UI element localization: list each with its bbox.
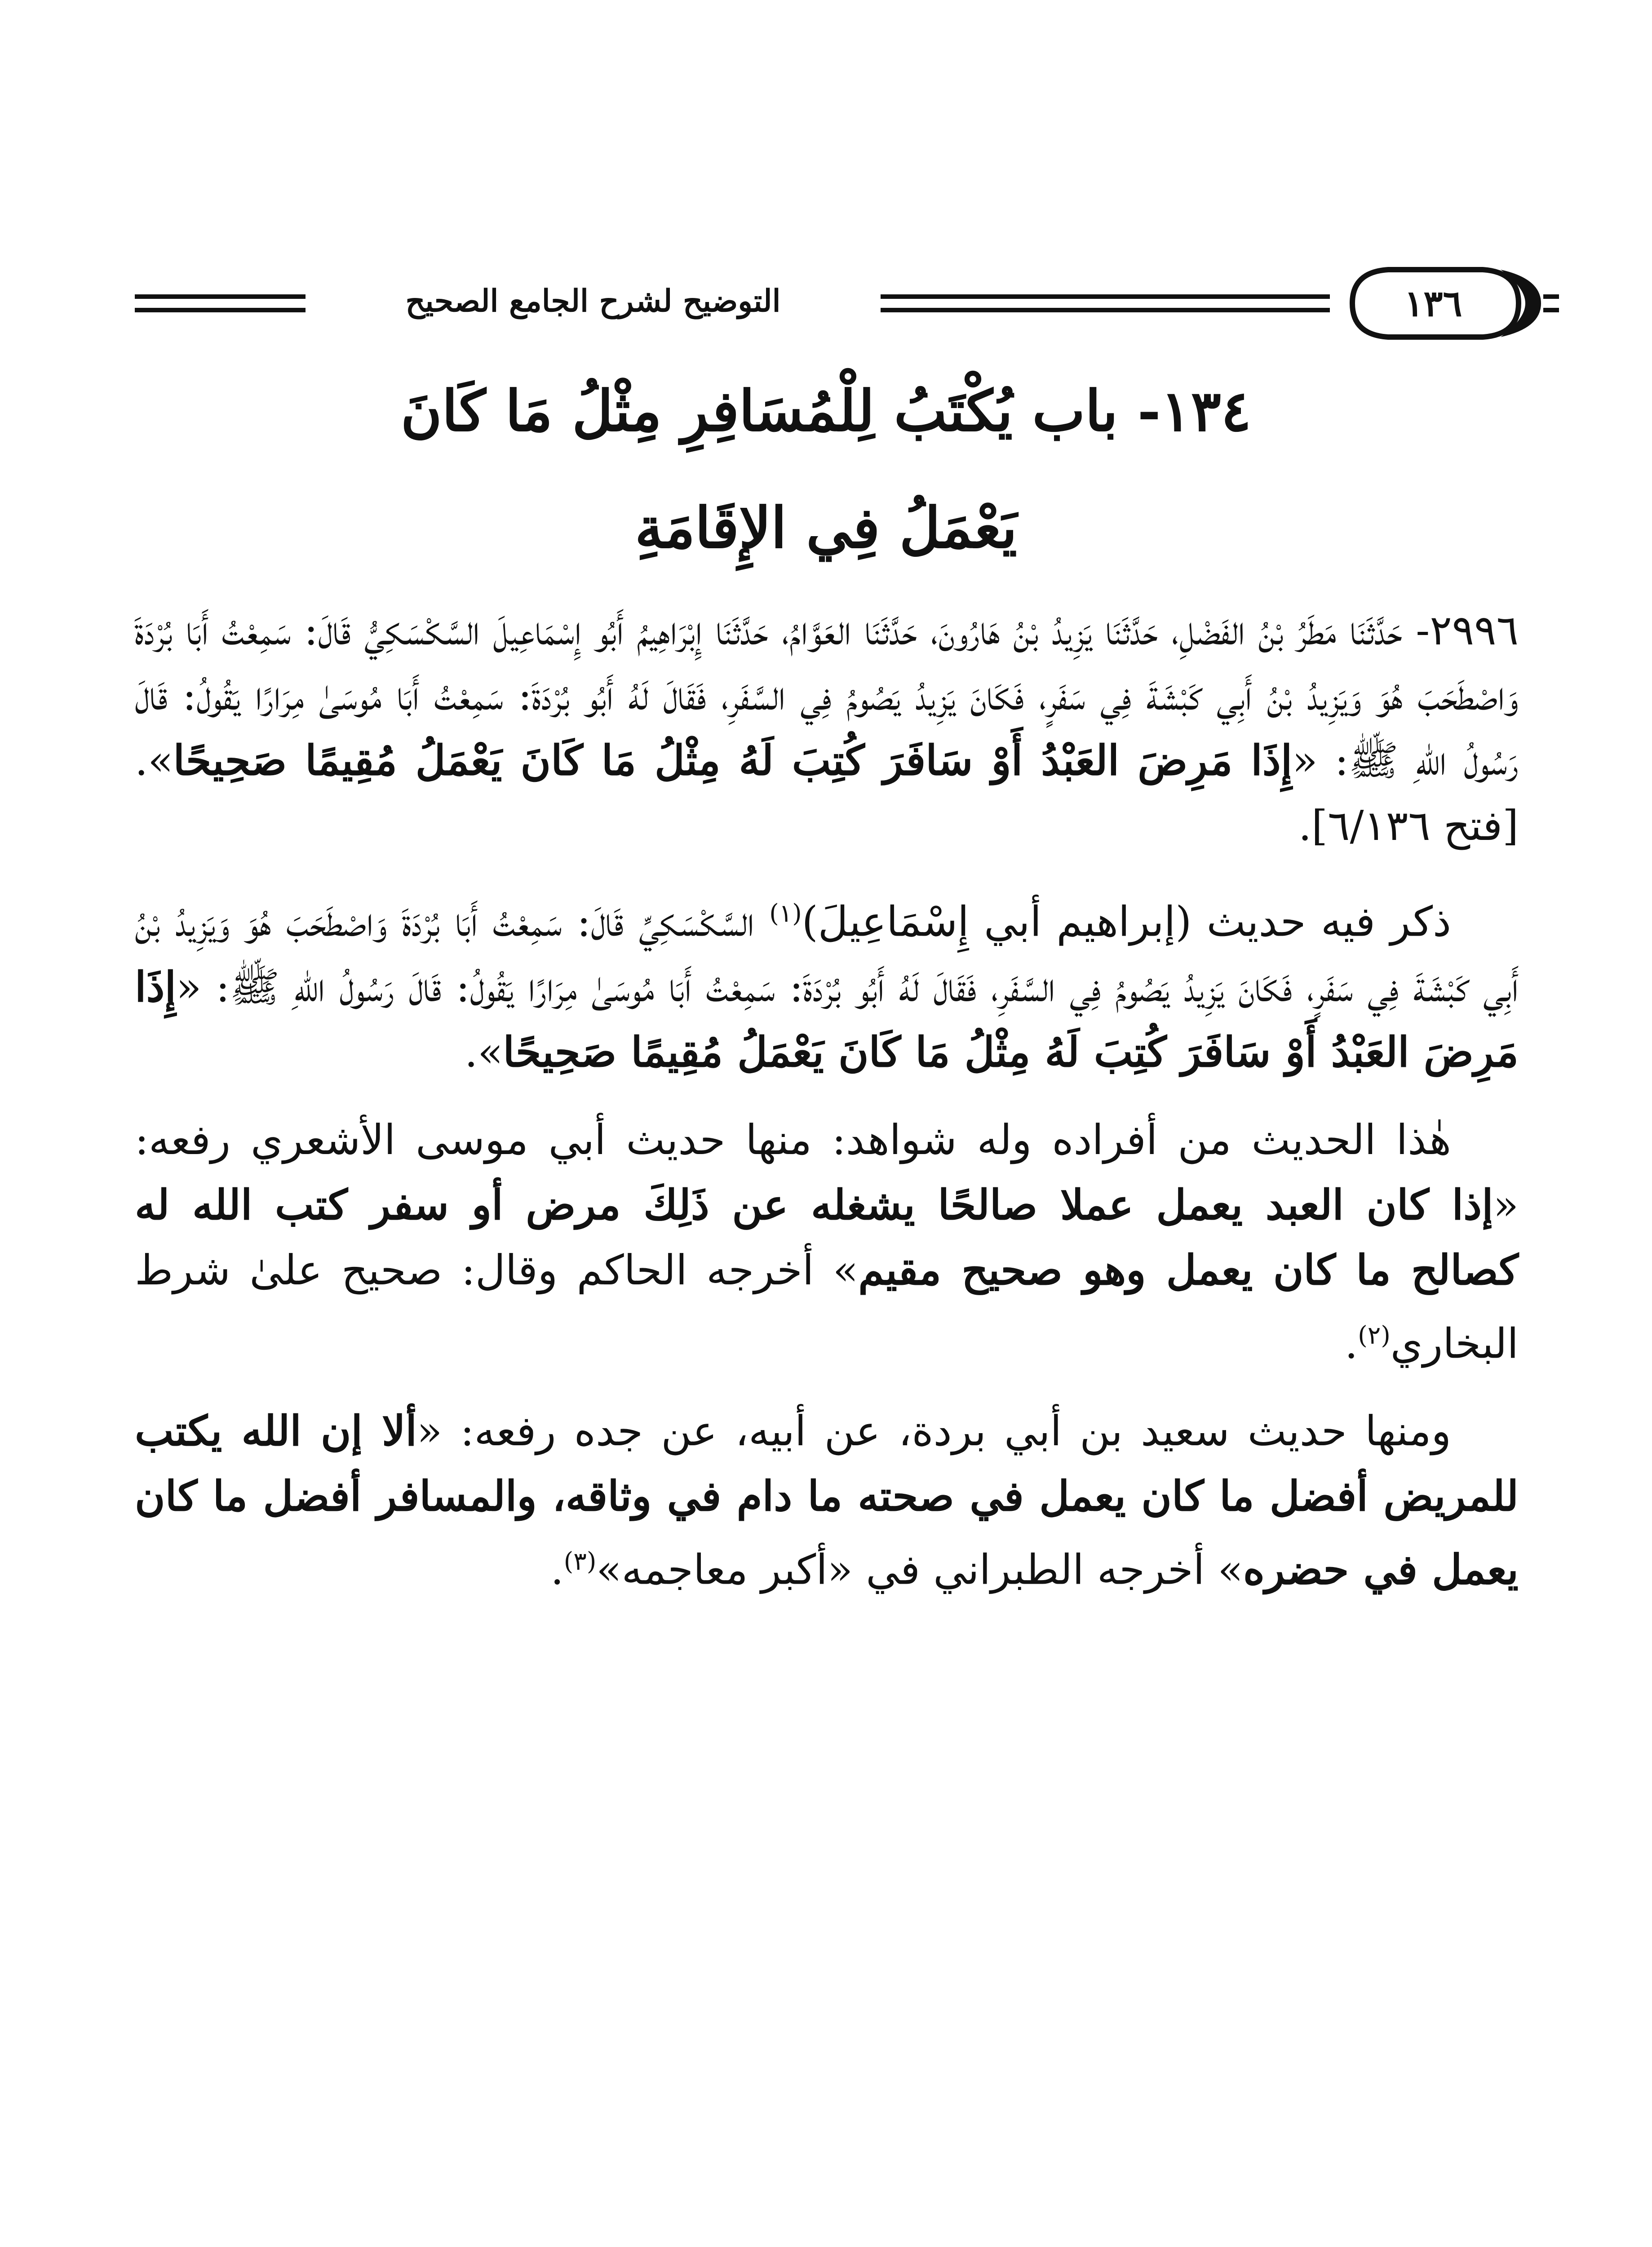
p1-text-continued: السَّكْسَكِيِّ قَالَ: سَمِعْتُ أَبَا بُرْدَةَ وَاصْطَحَبَ هُوَ وَيَزِيدُ بْنُ أَبِي كَبْشَةَ فِي سَفَرٍ، فَكَانَ يَزِيدُ يَصُومُ فِي السَّفَرِ، فَقَالَ لَهُ أَبُو بُرْدَةَ: سَمِعْتُ أَبَا مُوسَىٰ مِرَارًا يَقُولُ: قَالَ رَسُولُ اللهِ ﷺ: «	[135, 897, 1519, 1011]
p2-bold-text: إذا كان العبد يعمل عملا صالحًا يشغله عن ذَلِكَ مرض أو سفر كتب الله له كصالح ما كان يعمل وهو صحيح مقيم	[135, 1180, 1519, 1294]
p2-text: هٰذا الحديث من أفراده وله شواهد: منها حديث أبي موسى الأشعري رفعه: «	[135, 1115, 1519, 1229]
commentary-paragraph-1	[135, 881, 1519, 1085]
main-text	[135, 598, 1519, 1625]
p2-dot: .	[1345, 1319, 1358, 1368]
p3-end: » أخرجه الطبراني في «أكبر معاجمه»	[596, 1545, 1243, 1594]
commentary-paragraph-2	[135, 1107, 1519, 1377]
page-number: ١٣٦	[1404, 282, 1462, 324]
p1-end: ».	[465, 1028, 503, 1076]
p2-end: » أخرجه الحاكم وقال: صحيح علىٰ شرط البخاري	[135, 1246, 1519, 1368]
p3-bold-text: ألا إن الله يكتب للمريض أفضل ما كان يعمل في صحته ما دام في وثاقه، والمسافر أفضل ما كان يعمل في حضره	[135, 1407, 1519, 1594]
footnote-ref-1: (١)	[769, 899, 802, 928]
chapter-title-line1: ١٣٤- باب يُكْتَبُ لِلْمُسَافِرِ مِثْلُ مَا كَانَ	[400, 378, 1252, 444]
p1-bold-text: إِذَا مَرِضَ العَبْدُ أَوْ سَافَرَ كُتِبَ لَهُ مِثْلُ مَا كَانَ يَعْمَلُ مُقِيمًا صَحِيحًا	[135, 962, 1519, 1076]
chapter-title-line2: يَعْمَلُ فِي الإِقَامَةِ	[635, 495, 1017, 561]
hadith-text: ٢٩٩٦- حَدَّثَنَا مَطَرُ بْنُ الفَضْلِ، حَدَّثَنَا يَزِيدُ بْنُ هَارُونَ، حَدَّثَنَا العَوَّامُ، حَدَّثَنَا إِبْرَاهِيمُ أَبُو إِسْمَاعِيلَ السَّكْسَكِيُّ قَالَ: سَمِعْتُ أَبَا بُرْدَةَ وَاصْطَحَبَ هُوَ وَيَزِيدُ بْنُ أَبِي كَبْشَةَ فِي سَفَرٍ، فَكَانَ يَزِيدُ يَصُومُ فِي السَّفَرِ، فَقَالَ لَهُ أَبُو بُرْدَةَ: سَمِعْتُ أَبَا مُوسَىٰ مِرَارًا يَقُولُ: قَالَ رَسُولُ اللهِ ﷺ: «	[135, 606, 1519, 785]
commentary-paragraph-3	[135, 1399, 1519, 1603]
page-header	[99, 252, 1559, 355]
p3-text: ومنها حديث سعيد بن أبي بردة، عن أبيه، عن جده رفعه: «	[417, 1407, 1452, 1456]
p3-dot: .	[550, 1545, 564, 1594]
p1-text: ذكر فيه حديث (إبراهيم أبي إِسْمَاعِيلَ)	[802, 897, 1451, 946]
hadith-bold-text: إِذَا مَرِضَ العَبْدُ أَوْ سَافَرَ كُتِبَ لَهُ مِثْلُ مَا كَانَ يَعْمَلُ مُقِيمًا صَحِيحًا	[173, 736, 1293, 785]
footnote-ref-2: (٢)	[1358, 1320, 1391, 1350]
hadith-end: ». [فتح ٦/١٣٦].	[135, 737, 1519, 850]
footnote-ref-3: (٣)	[563, 1547, 597, 1576]
hadith-paragraph	[135, 598, 1519, 858]
running-title: التوضيح لشرح الجامع الصحيح	[405, 283, 781, 319]
